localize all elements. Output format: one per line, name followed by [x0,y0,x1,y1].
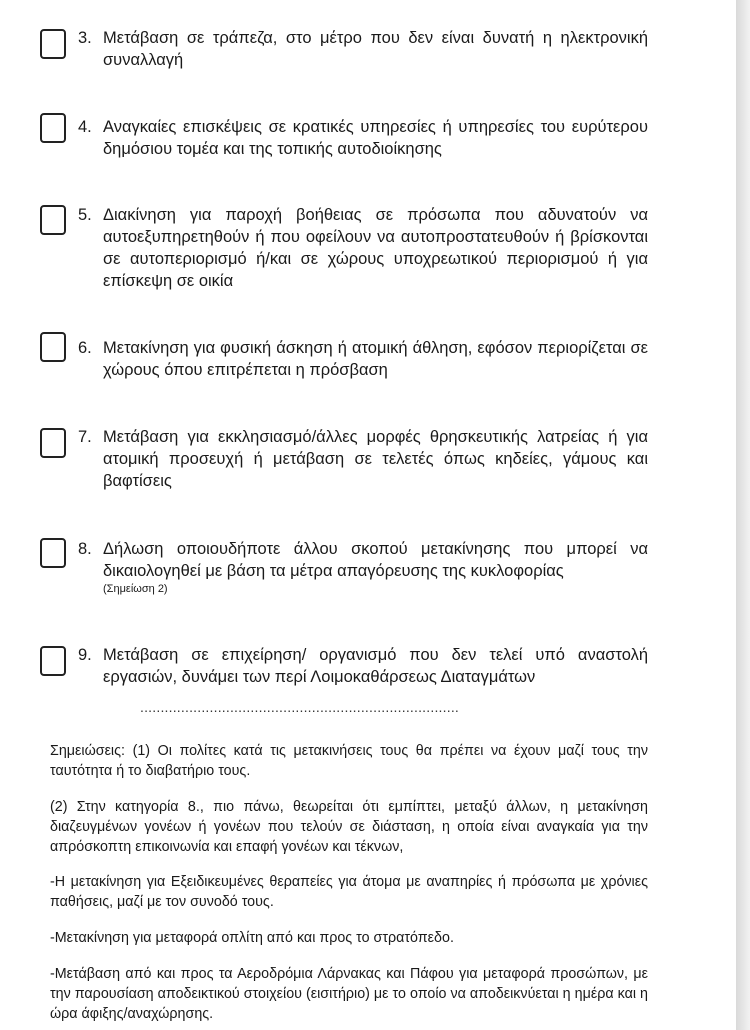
note-2: (2) Στην κατηγορία 8., πιο πάνω, θεωρείται ότι εμπίπτει, μεταξύ άλλων, η μετακίνηση διαζευγμένων γονέων ή γονέων που τελούν σε διάσταση, η οποία είναι αναγκαία για την απρόσκοπτη επικοινωνία και επαφή γονέων και τέκνων, [50,799,648,855]
option-9-text: Μετάβαση σε επιχείρηση/ οργανισμό που δεν τελεί υπό αναστολή εργασιών, δυνάμει των περί Λοιμοκαθάρσεως Διαταγμάτων [103,646,648,686]
page-edge-shadow [736,0,750,1030]
option-8-number: 8. [78,540,92,558]
option-4-checkbox[interactable] [40,113,66,143]
note-3: -Η μετακίνηση για Εξειδικευμένες θεραπείες για άτομα με αναπηρίες ή πρόσωπα με χρόνιες παθήσεις, μαζί με τον συνοδό τους. [50,874,648,910]
option-7-text: Μετάβαση για εκκλησιασμό/άλλες μορφές θρησκευτικής λατρείας ή για ατομική προσευχή ή μετάβαση σε τελετές όπως κηδείες, γάμους και βαφτίσεις [103,428,648,490]
option-3-text: Μετάβαση σε τράπεζα, στο μέτρο που δεν είναι δυνατή η ηλεκτρονική συναλλαγή [103,29,648,69]
option-6-number: 6. [78,339,92,357]
option-8-text [103,538,648,596]
option-6-checkbox[interactable] [40,332,66,362]
option-5-text: Διακίνηση για παροχή βοήθειας σε πρόσωπα που αδυνατούν να αυτοεξυπηρετηθούν ή που οφείλουν να αυτοπροστατευθούν ή βρίσκονται σε αυτοπεριορισμό ή/και σε χώρους υποχρεωτικού περιορισμού ή για επίσκεψη σε οικία [103,206,648,290]
option-5-checkbox[interactable] [40,205,66,235]
option-4-text: Αναγκαίες επισκέψεις σε κρατικές υπηρεσίες ή υπηρεσίες του ευρύτερου δημόσιου τομέα και της τοπικής αυτοδιοίκησης [103,118,648,158]
option-6-text: Μετακίνηση για φυσική άσκηση ή ατομική άθληση, εφόσον περιορίζεται σε χώρους όπου επιτρέπεται η πρόσβαση [103,339,648,379]
option-3-number: 3. [78,29,92,47]
option-9-checkbox[interactable] [40,646,66,676]
option-7-checkbox[interactable] [40,428,66,458]
option-3-checkbox[interactable] [40,29,66,59]
option-8-label: Δήλωση οποιουδήποτε άλλου σκοπού μετακίνησης που μπορεί να δικαιολογηθεί με βάση τα μέτρα απαγόρευσης της κυκλοφορίας [103,540,648,580]
note-5: -Μετάβαση από και προς τα Αεροδρόμια Λάρνακας και Πάφου για μεταφορά προσώπων, με την παρουσίαση αποδεικτικού στοιχείου (εισιτήριο) με το οποίο να αποδεικνύεται η ημέρα και η ώρα άφιξης/αναχώρησης. [50,966,648,1022]
option-7-number: 7. [78,428,92,446]
note-4: -Μετακίνηση για μεταφορά οπλίτη από και προς το στρατόπεδο. [50,930,454,946]
option-9-number: 9. [78,646,92,664]
option-5-number: 5. [78,206,92,224]
option-8-note: (Σημείωση 2) [103,583,168,595]
note-1: Σημειώσεις: (1) Οι πολίτες κατά τις μετακινήσεις τους θα πρέπει να έχουν μαζί τους την ταυτότητα ή το διαβατήριο τους. [50,743,648,779]
option-4-number: 4. [78,118,92,136]
dotted-separator: .............................................................................. [140,700,459,714]
option-8-checkbox[interactable] [40,538,66,568]
